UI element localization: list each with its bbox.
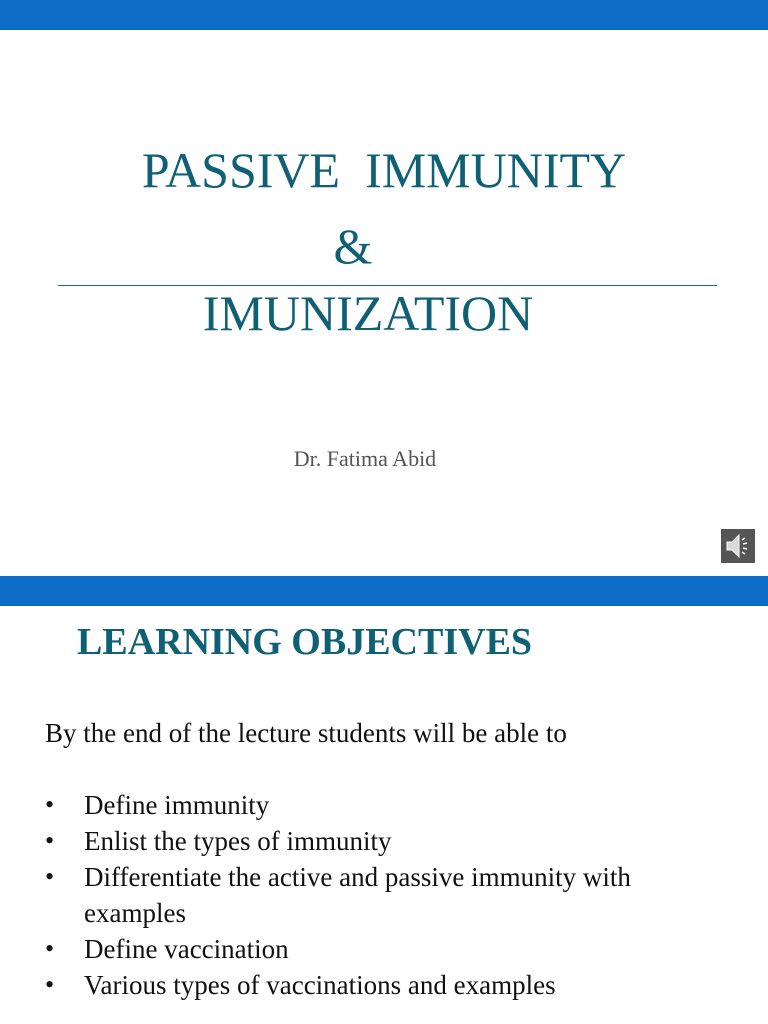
bullet: • bbox=[45, 970, 55, 999]
speaker-icon[interactable] bbox=[721, 529, 755, 563]
bullet: • bbox=[45, 862, 55, 891]
slide-top-bar bbox=[0, 576, 768, 606]
bullet: • bbox=[45, 934, 55, 963]
objectives-heading: LEARNING OBJECTIVES bbox=[77, 621, 533, 663]
author-name: Dr. Fatima Abid bbox=[293, 446, 437, 471]
objectives-slide bbox=[0, 576, 768, 1024]
objective-text: Define vaccination bbox=[84, 934, 289, 964]
slide-top-bar bbox=[0, 0, 768, 30]
list-item bbox=[45, 787, 735, 823]
list-item bbox=[45, 823, 735, 859]
objectives-list bbox=[45, 787, 735, 1003]
objective-text: Various types of vaccinations and examples bbox=[84, 970, 556, 1000]
objective-text: Differentiate the active and passive immunity with examples bbox=[84, 862, 631, 928]
bullet: • bbox=[45, 790, 55, 819]
list-item bbox=[45, 931, 735, 967]
slide-title-ampersand: & bbox=[333, 218, 373, 274]
slide-title-line-1: PASSIVE IMMUNITY bbox=[141, 142, 627, 198]
objectives-intro: By the end of the lecture students will be able to bbox=[45, 718, 567, 748]
list-item bbox=[45, 967, 735, 1003]
bullet: • bbox=[45, 826, 55, 855]
objective-text: Enlist the types of immunity bbox=[84, 826, 392, 856]
objective-text: Define immunity bbox=[84, 790, 270, 820]
list-item bbox=[45, 859, 735, 931]
slide-title-line-3: IMUNIZATION bbox=[202, 285, 534, 341]
